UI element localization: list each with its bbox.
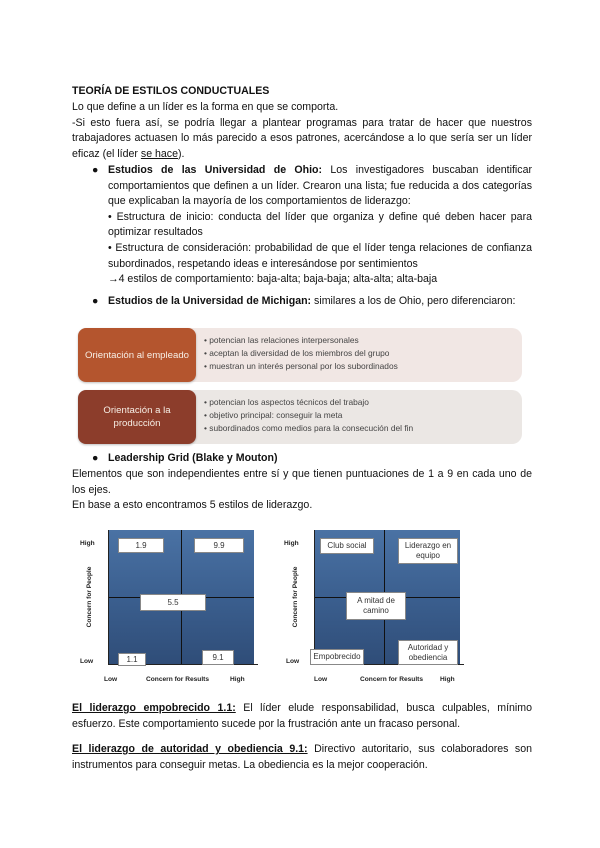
y-high-label: High xyxy=(284,540,299,547)
michigan-row-employee xyxy=(78,328,522,382)
michigan-row-production xyxy=(78,390,522,444)
y-low-label: Low xyxy=(80,658,94,665)
x-axis-label: Concern for Results xyxy=(360,676,424,683)
autoridad-paragraph: El liderazgo de autoridad y obediencia 9.1: Directivo autoritario, sus colaboradores son instrumentos para conseguir metas. La obediencia es la mejor cooperación. xyxy=(72,743,532,771)
leadership-grid-styles xyxy=(280,530,470,690)
grid-box-9-9: 9.9 xyxy=(194,538,244,553)
x-low-label: Low xyxy=(104,676,118,683)
grid-box-9-1: 9.1 xyxy=(202,650,234,665)
intro-paragraph: -Si esto fuera así, se podría llegar a plantear programas para tratar de hacer que nuestros trabajadores actuasen lo más parecido a esos patrones, acercándose a lo que sería ser un líder eficaz (el líder se hace). xyxy=(72,116,532,160)
style-box-liderazgo-en-equipo: Liderazgo en equipo xyxy=(398,538,458,564)
production-orientation-list xyxy=(204,396,413,435)
intro-text xyxy=(72,100,532,162)
x-low-label: Low xyxy=(314,676,328,683)
page-title: TEORÍA DE ESTILOS CONDUCTUALES xyxy=(72,85,270,97)
intro-line: Lo que define a un líder es la forma en que se comporta. xyxy=(72,101,339,113)
y-high-label: High xyxy=(80,540,95,547)
list-item: • aceptan la diversidad de los miembros del grupo xyxy=(204,347,398,360)
michigan-paragraph: Estudios de la Universidad de Michigan: similares a los de Ohio, pero diferenciaron: xyxy=(108,295,516,307)
y-axis xyxy=(314,530,315,664)
style-box-club-social: Club social xyxy=(320,538,374,554)
bullet-icon: ● xyxy=(92,164,99,176)
y-axis xyxy=(108,530,109,664)
y-axis-label: Concern for People xyxy=(292,566,300,628)
ohio-item-2: • Estructura de consideración: probabilidad de que el líder tenga relaciones de confianza subordinados, respetando ideas e interesándose por sentimientos xyxy=(108,241,532,270)
y-low-label: Low xyxy=(286,658,300,665)
underlined-phrase: se hace xyxy=(140,147,178,160)
employee-orientation-box: Orientación al empleado xyxy=(78,328,196,382)
bullet-icon: ● xyxy=(92,295,99,307)
ohio-paragraph: Estudios de las Universidad de Ohio: Los investigadores buscaban identificar comportamientos que definen a un líder. Crearon una lista; fue reducida a dos categorías que explicaban la mayoría de los comportamientos de liderazgo: xyxy=(108,164,532,208)
employee-orientation-list xyxy=(204,334,398,373)
ohio-item-3: →4 estilos de comportamiento: baja-alta; baja-baja; alta-alta; alta-baja xyxy=(108,273,438,286)
production-orientation-box: Orientación a la producción xyxy=(78,390,196,444)
grid-box-1-9: 1.9 xyxy=(118,538,164,553)
grid-paragraph: Elementos que son independientes entre sí y que tienen puntuaciones de 1 a 9 en cada uno de los ejes. xyxy=(72,468,532,496)
empobrecido-heading: El liderazgo empobrecido 1.1: xyxy=(72,702,236,714)
x-high-label: High xyxy=(440,676,455,683)
grid-heading: Leadership Grid (Blake y Mouton) xyxy=(108,452,278,464)
list-item: • objetivo principal: conseguir la meta xyxy=(204,409,413,422)
list-item: • subordinados como medios para la consecución del fin xyxy=(204,422,413,435)
style-box-autoridad-y-obediencia: Autoridad y obediencia xyxy=(398,640,458,665)
ohio-heading: Estudios de las Universidad de Ohio: xyxy=(108,164,323,176)
x-high-label: High xyxy=(230,676,245,683)
style-box-empobrecido: Empobrecido xyxy=(310,649,364,665)
ohio-item-1: • Estructura de inicio: conducta del líder que organiza y define qué deben hacer para optimizar resultados xyxy=(108,210,532,239)
style-box-a-mitad-de-camino: A mitad de camino xyxy=(346,592,406,620)
x-axis-label: Concern for Results xyxy=(146,676,210,683)
y-axis-label: Concern for People xyxy=(86,566,94,628)
list-item: • potencian los aspectos técnicos del trabajo xyxy=(204,396,413,409)
bullet-icon: ● xyxy=(92,452,99,464)
leadership-grid-numeric xyxy=(74,530,264,690)
michigan-section xyxy=(92,294,532,310)
list-item: • muestran un interés personal por los subordinados xyxy=(204,360,398,373)
michigan-heading: Estudios de la Universidad de Michigan: xyxy=(108,295,312,307)
grid-paragraph-2: En base a esto encontramos 5 estilos de liderazgo. xyxy=(72,499,313,511)
ohio-section xyxy=(92,163,532,288)
autoridad-heading: El liderazgo de autoridad y obediencia 9.1: xyxy=(72,743,308,755)
list-item: • potencian las relaciones interpersonales xyxy=(204,334,398,347)
grid-box-5-5: 5.5 xyxy=(140,594,206,611)
empobrecido-paragraph: El liderazgo empobrecido 1.1: El líder elude responsabilidad, busca culpables, mínimo esfuerzo. Este comportamiento sucede por la frustración ante un fracaso personal. xyxy=(72,702,532,730)
grid-box-1-1: 1.1 xyxy=(118,653,146,666)
grid-section xyxy=(92,451,532,467)
